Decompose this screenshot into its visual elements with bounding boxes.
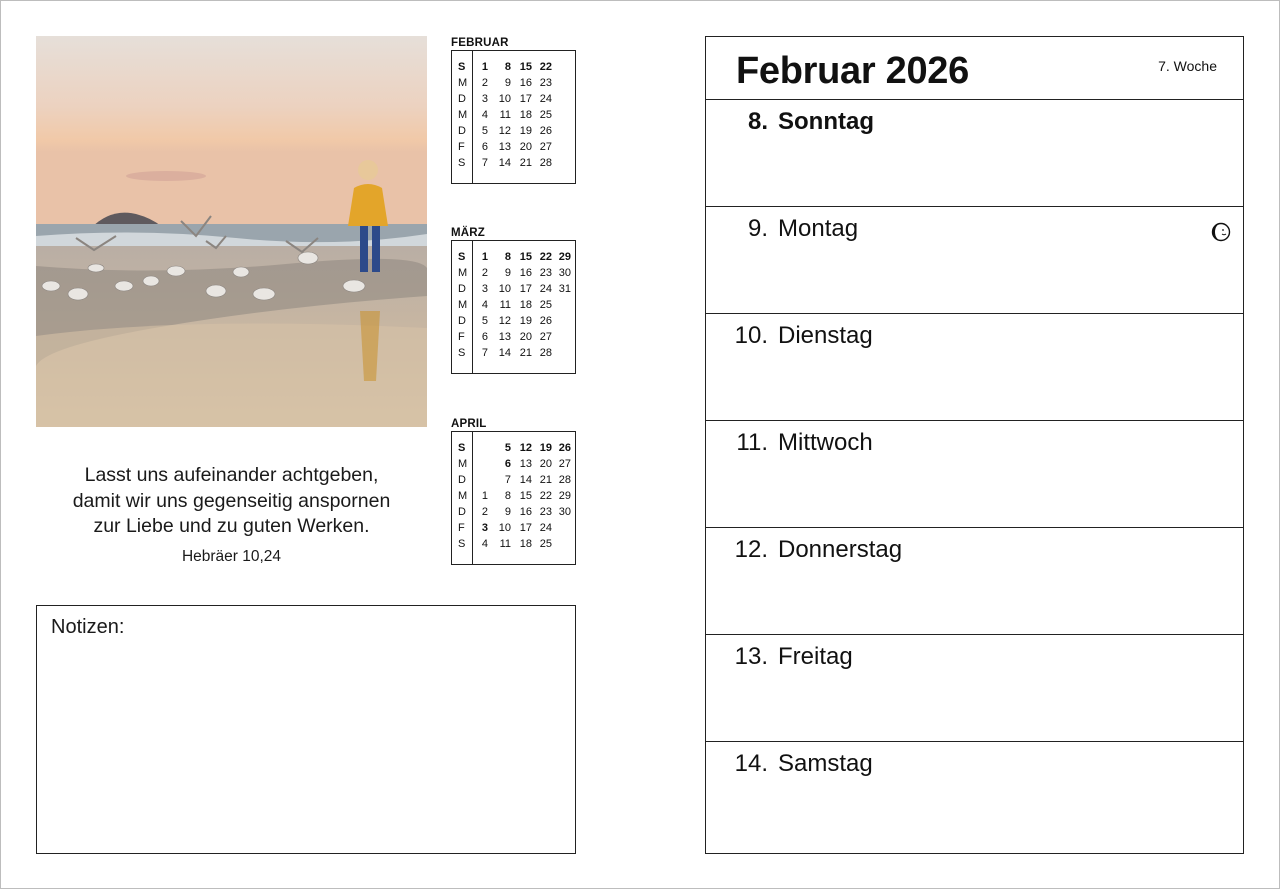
mini-calendar-row (452, 488, 575, 504)
date-cell: 4 (481, 109, 488, 121)
date-cell: 11 (499, 109, 511, 121)
date-cell: 6 (481, 331, 488, 343)
date-cell: 24 (539, 93, 552, 105)
weekday-letter: S (458, 157, 466, 169)
date-cell: 7 (504, 474, 511, 486)
date-cell: 30 (558, 506, 571, 518)
date-cell: 7 (481, 157, 488, 169)
date-cell: 20 (519, 141, 532, 153)
date-cell: 21 (519, 157, 532, 169)
day-name: Montag (778, 215, 859, 242)
date-cell: 27 (558, 458, 571, 470)
date-cell: 13 (498, 141, 511, 153)
weekday-letter: S (458, 61, 466, 73)
date-cell: 6 (481, 141, 488, 153)
date-cell: 19 (539, 442, 552, 454)
mini-calendar-row (452, 345, 575, 361)
date-cell: 18 (519, 538, 532, 550)
weekday-letter: F (458, 331, 465, 343)
mini-calendar-grid (451, 431, 576, 565)
date-cell: 3 (481, 522, 488, 534)
weekday-letter: M (458, 77, 468, 89)
date-cell: 21 (519, 347, 532, 359)
date-cell: 26 (558, 442, 571, 454)
day-row-dienstag[interactable] (706, 314, 1243, 421)
mini-calendar-row (452, 281, 575, 297)
mini-calendar-title: FEBRUAR (451, 37, 509, 49)
date-cell: 9 (504, 77, 511, 89)
date-cell: 2 (481, 77, 488, 89)
day-row-montag[interactable] (706, 207, 1243, 314)
date-cell: 18 (519, 109, 532, 121)
mini-calendar-row (452, 59, 575, 75)
date-cell: 3 (481, 93, 488, 105)
date-cell: 25 (539, 299, 552, 311)
notes-label: Notizen: (51, 616, 125, 638)
mini-calendar-grid (451, 240, 576, 374)
date-cell: 9 (504, 267, 511, 279)
mini-calendar-title: APRIL (451, 418, 487, 430)
date-cell: 16 (519, 506, 532, 518)
date-cell: 15 (519, 251, 532, 263)
mini-calendar-row (452, 91, 575, 107)
quote-line: damit wir uns gegenseitig anspornen (72, 489, 391, 512)
mini-calendar-row (452, 313, 575, 329)
moon-phase-icon (1211, 222, 1231, 242)
date-cell: 14 (498, 157, 511, 169)
mini-calendar-row (452, 297, 575, 313)
date-cell: 20 (539, 458, 552, 470)
date-cell: 5 (481, 315, 488, 327)
weekday-letter: F (458, 141, 465, 153)
date-cell: 25 (539, 538, 552, 550)
date-cell: 8 (504, 490, 511, 502)
weekday-letter: F (458, 522, 465, 534)
date-cell: 13 (498, 331, 511, 343)
date-cell: 17 (519, 93, 532, 105)
day-name: Sonntag (778, 108, 874, 135)
mini-calendar-row (452, 329, 575, 345)
weekday-letter: M (458, 109, 468, 121)
mini-calendar-februar (451, 36, 576, 184)
date-cell: 10 (498, 522, 511, 534)
weekday-letter: D (458, 125, 466, 137)
date-cell: 4 (481, 299, 488, 311)
date-cell: 19 (519, 125, 532, 137)
date-cell: 16 (519, 267, 532, 279)
day-row-freitag[interactable] (706, 635, 1243, 742)
date-cell: 30 (558, 267, 571, 279)
beach-photo (36, 36, 427, 427)
mini-calendar-row (452, 107, 575, 123)
mini-calendar-row (452, 265, 575, 281)
date-cell: 20 (519, 331, 532, 343)
weekday-letter: M (458, 299, 468, 311)
date-cell: 26 (539, 125, 552, 137)
date-cell: 1 (481, 61, 488, 73)
weekday-letter: M (458, 490, 468, 502)
date-cell: 28 (539, 347, 552, 359)
weekday-letter: S (458, 442, 466, 454)
day-name: Donnerstag (778, 536, 903, 563)
date-cell: 1 (481, 490, 488, 502)
date-cell: 17 (519, 522, 532, 534)
date-cell: 11 (499, 538, 511, 550)
mini-calendar-row (452, 249, 575, 265)
day-number: 14. (734, 750, 768, 777)
weekday-letter: S (458, 347, 466, 359)
date-cell: 19 (519, 315, 532, 327)
date-cell: 8 (504, 251, 511, 263)
date-cell: 11 (499, 299, 511, 311)
mini-calendar-row (452, 504, 575, 520)
date-cell: 13 (519, 458, 532, 470)
day-number: 11. (736, 429, 768, 456)
mini-calendar-row (452, 139, 575, 155)
date-cell: 14 (498, 347, 511, 359)
date-cell: 2 (481, 267, 488, 279)
date-cell: 23 (539, 77, 552, 89)
date-cell: 10 (498, 93, 511, 105)
date-cell: 12 (498, 125, 511, 137)
date-cell: 24 (539, 522, 552, 534)
day-number: 8. (747, 108, 768, 135)
mini-calendar-title: MÄRZ (451, 227, 486, 239)
weekday-letter: D (458, 474, 466, 486)
weekday-letter: S (458, 251, 466, 263)
mini-calendar-maerz (451, 226, 576, 374)
day-row-samstag[interactable] (706, 742, 1243, 848)
date-cell: 3 (481, 283, 488, 295)
date-cell: 23 (539, 267, 552, 279)
day-name: Samstag (778, 750, 873, 777)
day-number: 13. (734, 643, 768, 670)
weekday-letter: D (458, 93, 466, 105)
mini-calendar-row (452, 440, 575, 456)
date-cell: 15 (519, 61, 532, 73)
notes-box[interactable] (36, 605, 576, 854)
date-cell: 1 (481, 251, 488, 263)
date-cell: 5 (481, 125, 488, 137)
day-name: Dienstag (778, 322, 873, 349)
date-cell: 6 (504, 458, 511, 470)
mini-calendar-row (452, 75, 575, 91)
day-row-donnerstag[interactable] (706, 528, 1243, 635)
date-cell: 31 (558, 283, 571, 295)
bible-quote (36, 463, 427, 540)
date-cell: 10 (498, 283, 511, 295)
quote-line: zur Liebe und zu guten Werken. (93, 515, 370, 537)
day-row-mittwoch[interactable] (706, 421, 1243, 528)
date-cell: 22 (539, 61, 552, 73)
date-cell: 29 (558, 251, 571, 263)
week-planner (705, 36, 1244, 854)
quote-reference: Hebräer 10,24 (181, 548, 282, 565)
date-cell: 5 (504, 442, 511, 454)
weekday-letter: D (458, 283, 466, 295)
date-cell: 14 (519, 474, 532, 486)
day-name: Mittwoch (778, 429, 873, 456)
date-cell: 28 (539, 157, 552, 169)
date-cell: 12 (498, 315, 511, 327)
date-cell: 18 (519, 299, 532, 311)
date-cell: 24 (539, 283, 552, 295)
planner-header (706, 37, 1243, 100)
weekday-letter: M (458, 458, 468, 470)
date-cell: 16 (519, 77, 532, 89)
weekday-letter: D (458, 506, 466, 518)
date-cell: 21 (539, 474, 552, 486)
mini-calendar-row (452, 456, 575, 472)
day-number: 10. (734, 322, 768, 349)
date-cell: 7 (481, 347, 488, 359)
date-cell: 25 (539, 109, 552, 121)
date-cell: 27 (539, 331, 552, 343)
date-cell: 22 (539, 251, 552, 263)
date-cell: 8 (504, 61, 511, 73)
date-cell: 4 (481, 538, 488, 550)
mini-calendar-row (452, 536, 575, 552)
weekday-letter: D (458, 315, 466, 327)
date-cell: 28 (558, 474, 571, 486)
date-cell: 22 (539, 490, 552, 502)
mini-calendar-row (452, 123, 575, 139)
date-cell: 12 (519, 442, 532, 454)
weekday-letter: S (458, 538, 466, 550)
date-cell: 2 (481, 506, 488, 518)
mini-calendar-row (452, 472, 575, 488)
date-cell: 26 (539, 315, 552, 327)
day-number: 12. (734, 536, 768, 563)
weekday-letter: M (458, 267, 468, 279)
month-title: Februar 2026 (736, 50, 969, 92)
date-cell: 9 (504, 506, 511, 518)
date-cell: 23 (539, 506, 552, 518)
week-label: 7. Woche (1158, 58, 1217, 74)
day-number: 9. (747, 215, 768, 242)
mini-calendar-row (452, 520, 575, 536)
date-cell: 27 (539, 141, 552, 153)
date-cell: 29 (558, 490, 571, 502)
mini-calendar-grid (451, 50, 576, 184)
quote-line: Lasst uns aufeinander achtgeben, (84, 464, 379, 486)
mini-calendar-row (452, 155, 575, 171)
day-name: Freitag (778, 643, 853, 670)
date-cell: 17 (519, 283, 532, 295)
day-row-sonntag[interactable] (706, 100, 1243, 207)
mini-calendar-april (451, 417, 576, 565)
date-cell: 15 (519, 490, 532, 502)
